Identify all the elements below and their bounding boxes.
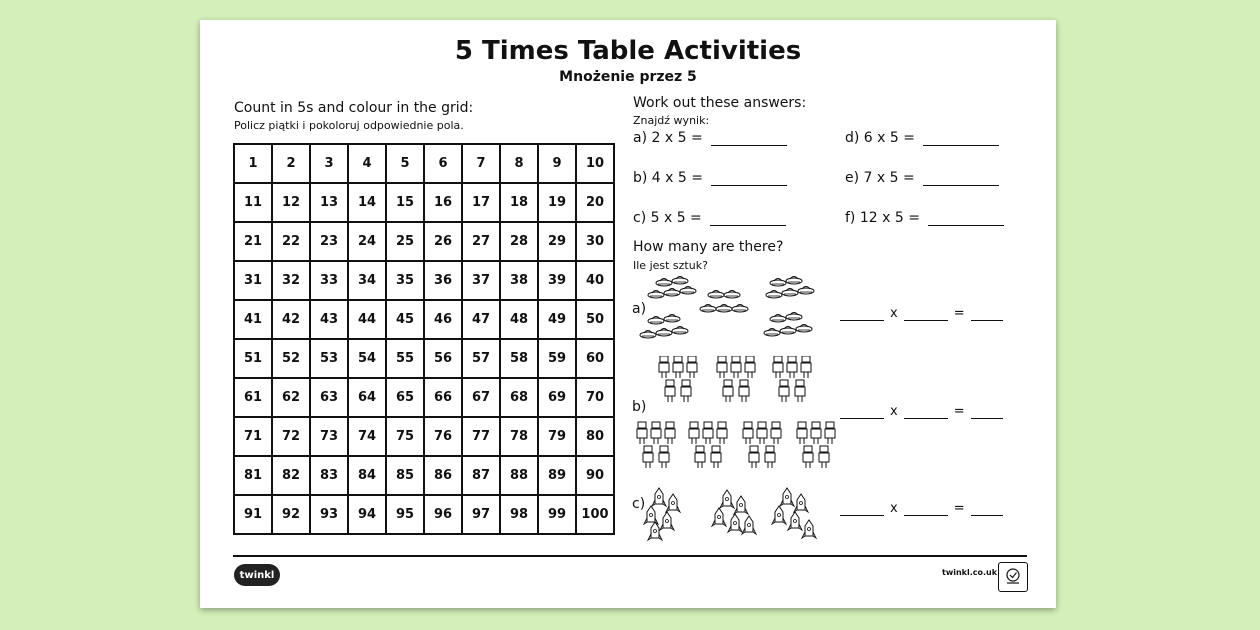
grid-cell[interactable]: 20 (577, 184, 615, 223)
grid-cell[interactable]: 67 (463, 379, 501, 418)
grid-cell[interactable]: 37 (463, 262, 501, 301)
grid-cell[interactable]: 56 (425, 340, 463, 379)
blank-per-group[interactable] (904, 308, 948, 321)
grid-cell[interactable]: 38 (501, 262, 539, 301)
question-d (845, 130, 999, 146)
grid-cell[interactable]: 52 (273, 340, 311, 379)
grid-cell[interactable]: 77 (463, 418, 501, 457)
times-sign: x (890, 306, 898, 321)
grid-cell[interactable]: 74 (349, 418, 387, 457)
grid-cell[interactable]: 33 (311, 262, 349, 301)
count-instruction-translation: Ile jest sztuk? (633, 259, 708, 272)
equals-sign: = (953, 306, 965, 321)
blank-groups[interactable] (840, 406, 884, 419)
badge-check-icon (1003, 567, 1023, 587)
question-text: a) 2 x 5 = (633, 130, 703, 146)
grid-cell[interactable]: 9 (539, 145, 577, 184)
grid-cell[interactable]: 48 (501, 301, 539, 340)
question-text: f) 12 x 5 = (845, 210, 920, 226)
grid-cell[interactable]: 87 (463, 457, 501, 496)
answer-blank[interactable] (711, 171, 787, 186)
equals-sign: = (953, 404, 965, 419)
robot-icon (634, 356, 844, 474)
blank-per-group[interactable] (904, 406, 948, 419)
grid-cell[interactable]: 35 (387, 262, 425, 301)
count-equation-c (840, 501, 1003, 516)
grid-cell[interactable]: 39 (539, 262, 577, 301)
worksheet-page (200, 20, 1056, 608)
count-label-c: c) (632, 496, 646, 512)
grid-cell[interactable]: 16 (425, 184, 463, 223)
grid-cell[interactable]: 29 (539, 223, 577, 262)
count-instruction: How many are there? (633, 239, 784, 255)
grid-instruction-translation: Policz piątki i pokoloruj odpowiednie pola. (234, 119, 464, 132)
grid-cell[interactable]: 81 (235, 457, 273, 496)
times-sign: x (890, 501, 898, 516)
times-sign: x (890, 404, 898, 419)
answer-blank[interactable] (711, 131, 787, 146)
grid-cell[interactable]: 76 (425, 418, 463, 457)
grid-cell[interactable]: 82 (273, 457, 311, 496)
grid-cell[interactable]: 45 (387, 301, 425, 340)
grid-cell[interactable]: 40 (577, 262, 615, 301)
grid-cell[interactable]: 93 (311, 496, 349, 535)
hundred-grid (233, 143, 615, 535)
grid-cell[interactable]: 8 (501, 145, 539, 184)
question-text: e) 7 x 5 = (845, 170, 915, 186)
grid-cell[interactable]: 65 (387, 379, 425, 418)
count-equation-b (840, 404, 1003, 419)
grid-cell[interactable]: 28 (501, 223, 539, 262)
question-b (633, 170, 787, 186)
grid-cell[interactable]: 27 (463, 223, 501, 262)
spaceship-icon (634, 276, 834, 348)
answer-blank[interactable] (923, 171, 999, 186)
worksheet-title: 5 Times Table Activities (454, 36, 802, 66)
footer-site[interactable]: twinkl.co.uk (942, 568, 998, 577)
grid-cell[interactable]: 50 (577, 301, 615, 340)
grid-cell[interactable]: 55 (387, 340, 425, 379)
grid-cell[interactable]: 23 (311, 223, 349, 262)
work-instruction: Work out these answers: (633, 95, 807, 111)
grid-cell[interactable]: 88 (501, 457, 539, 496)
grid-cell[interactable]: 21 (235, 223, 273, 262)
grid-cell[interactable]: 18 (501, 184, 539, 223)
grid-instruction: Count in 5s and colour in the grid: (234, 100, 474, 116)
grid-cell[interactable]: 89 (539, 457, 577, 496)
grid-cell[interactable]: 12 (273, 184, 311, 223)
grid-cell[interactable]: 91 (235, 496, 273, 535)
grid-cell[interactable]: 78 (501, 418, 539, 457)
grid-cell[interactable]: 44 (349, 301, 387, 340)
grid-cell[interactable]: 25 (387, 223, 425, 262)
grid-cell[interactable]: 64 (349, 379, 387, 418)
grid-cell[interactable]: 85 (387, 457, 425, 496)
grid-cell[interactable]: 1 (235, 145, 273, 184)
grid-cell[interactable]: 99 (539, 496, 577, 535)
grid-cell[interactable]: 6 (425, 145, 463, 184)
grid-cell[interactable]: 57 (463, 340, 501, 379)
grid-cell[interactable]: 96 (425, 496, 463, 535)
answer-blank[interactable] (710, 211, 786, 226)
grid-cell[interactable]: 70 (577, 379, 615, 418)
grid-cell[interactable]: 86 (425, 457, 463, 496)
grid-cell[interactable]: 11 (235, 184, 273, 223)
grid-cell[interactable]: 36 (425, 262, 463, 301)
grid-cell[interactable]: 19 (539, 184, 577, 223)
answer-blank[interactable] (928, 211, 1004, 226)
question-c (633, 210, 786, 226)
grid-cell[interactable]: 72 (273, 418, 311, 457)
grid-cell[interactable]: 14 (349, 184, 387, 223)
grid-cell[interactable]: 68 (501, 379, 539, 418)
grid-cell[interactable]: 7 (463, 145, 501, 184)
grid-cell[interactable]: 5 (387, 145, 425, 184)
grid-cell[interactable]: 26 (425, 223, 463, 262)
grid-cell[interactable]: 4 (349, 145, 387, 184)
grid-cell[interactable]: 15 (387, 184, 425, 223)
blank-total[interactable] (971, 406, 1003, 419)
question-text: c) 5 x 5 = (633, 210, 702, 226)
grid-cell[interactable]: 41 (235, 301, 273, 340)
grid-cell[interactable]: 75 (387, 418, 425, 457)
grid-cell[interactable]: 54 (349, 340, 387, 379)
grid-cell[interactable]: 92 (273, 496, 311, 535)
grid-cell[interactable]: 62 (273, 379, 311, 418)
question-f (845, 210, 1004, 226)
grid-cell[interactable]: 58 (501, 340, 539, 379)
grid-cell[interactable]: 63 (311, 379, 349, 418)
grid-cell[interactable]: 66 (425, 379, 463, 418)
blank-total[interactable] (971, 308, 1003, 321)
equals-sign: = (953, 501, 965, 516)
work-instruction-translation: Znajdź wynik: (633, 114, 710, 127)
grid-cell[interactable]: 31 (235, 262, 273, 301)
grid-cell[interactable]: 2 (273, 145, 311, 184)
quality-badge-icon (998, 562, 1028, 592)
grid-cell[interactable]: 90 (577, 457, 615, 496)
grid-cell[interactable]: 49 (539, 301, 577, 340)
grid-cell[interactable]: 71 (235, 418, 273, 457)
grid-cell[interactable]: 46 (425, 301, 463, 340)
blank-per-group[interactable] (904, 503, 948, 516)
grid-cell[interactable]: 32 (273, 262, 311, 301)
grid-cell[interactable]: 3 (311, 145, 349, 184)
grid-cell[interactable]: 51 (235, 340, 273, 379)
grid-cell[interactable]: 79 (539, 418, 577, 457)
grid-cell[interactable]: 30 (577, 223, 615, 262)
rocket-icon (634, 486, 834, 544)
grid-cell[interactable]: 83 (311, 457, 349, 496)
count-label-a: a) (632, 301, 647, 317)
grid-cell[interactable]: 22 (273, 223, 311, 262)
grid-cell[interactable]: 61 (235, 379, 273, 418)
grid-cell[interactable]: 42 (273, 301, 311, 340)
question-e (845, 170, 999, 186)
blank-total[interactable] (971, 503, 1003, 516)
answer-blank[interactable] (923, 131, 999, 146)
grid-cell[interactable]: 95 (387, 496, 425, 535)
question-a (633, 130, 787, 146)
grid-cell[interactable]: 17 (463, 184, 501, 223)
grid-cell[interactable]: 60 (577, 340, 615, 379)
question-text: b) 4 x 5 = (633, 170, 703, 186)
grid-cell[interactable]: 13 (311, 184, 349, 223)
grid-cell[interactable]: 94 (349, 496, 387, 535)
grid-cell[interactable]: 98 (501, 496, 539, 535)
grid-cell[interactable]: 53 (311, 340, 349, 379)
footer-divider (233, 555, 1027, 557)
grid-cell[interactable]: 34 (349, 262, 387, 301)
grid-cell[interactable]: 59 (539, 340, 577, 379)
worksheet-subtitle: Mnożenie przez 5 (559, 69, 697, 85)
grid-cell[interactable]: 97 (463, 496, 501, 535)
count-equation-a (840, 306, 1003, 321)
twinkl-logo[interactable]: twinkl (234, 564, 280, 586)
grid-cell[interactable]: 47 (463, 301, 501, 340)
grid-cell[interactable]: 84 (349, 457, 387, 496)
question-text: d) 6 x 5 = (845, 130, 915, 146)
grid-cell[interactable]: 43 (311, 301, 349, 340)
blank-groups[interactable] (840, 503, 884, 516)
grid-cell[interactable]: 100 (577, 496, 615, 535)
grid-cell[interactable]: 10 (577, 145, 615, 184)
blank-groups[interactable] (840, 308, 884, 321)
grid-cell[interactable]: 80 (577, 418, 615, 457)
count-label-b: b) (632, 399, 647, 415)
grid-cell[interactable]: 69 (539, 379, 577, 418)
grid-cell[interactable]: 24 (349, 223, 387, 262)
grid-cell[interactable]: 73 (311, 418, 349, 457)
